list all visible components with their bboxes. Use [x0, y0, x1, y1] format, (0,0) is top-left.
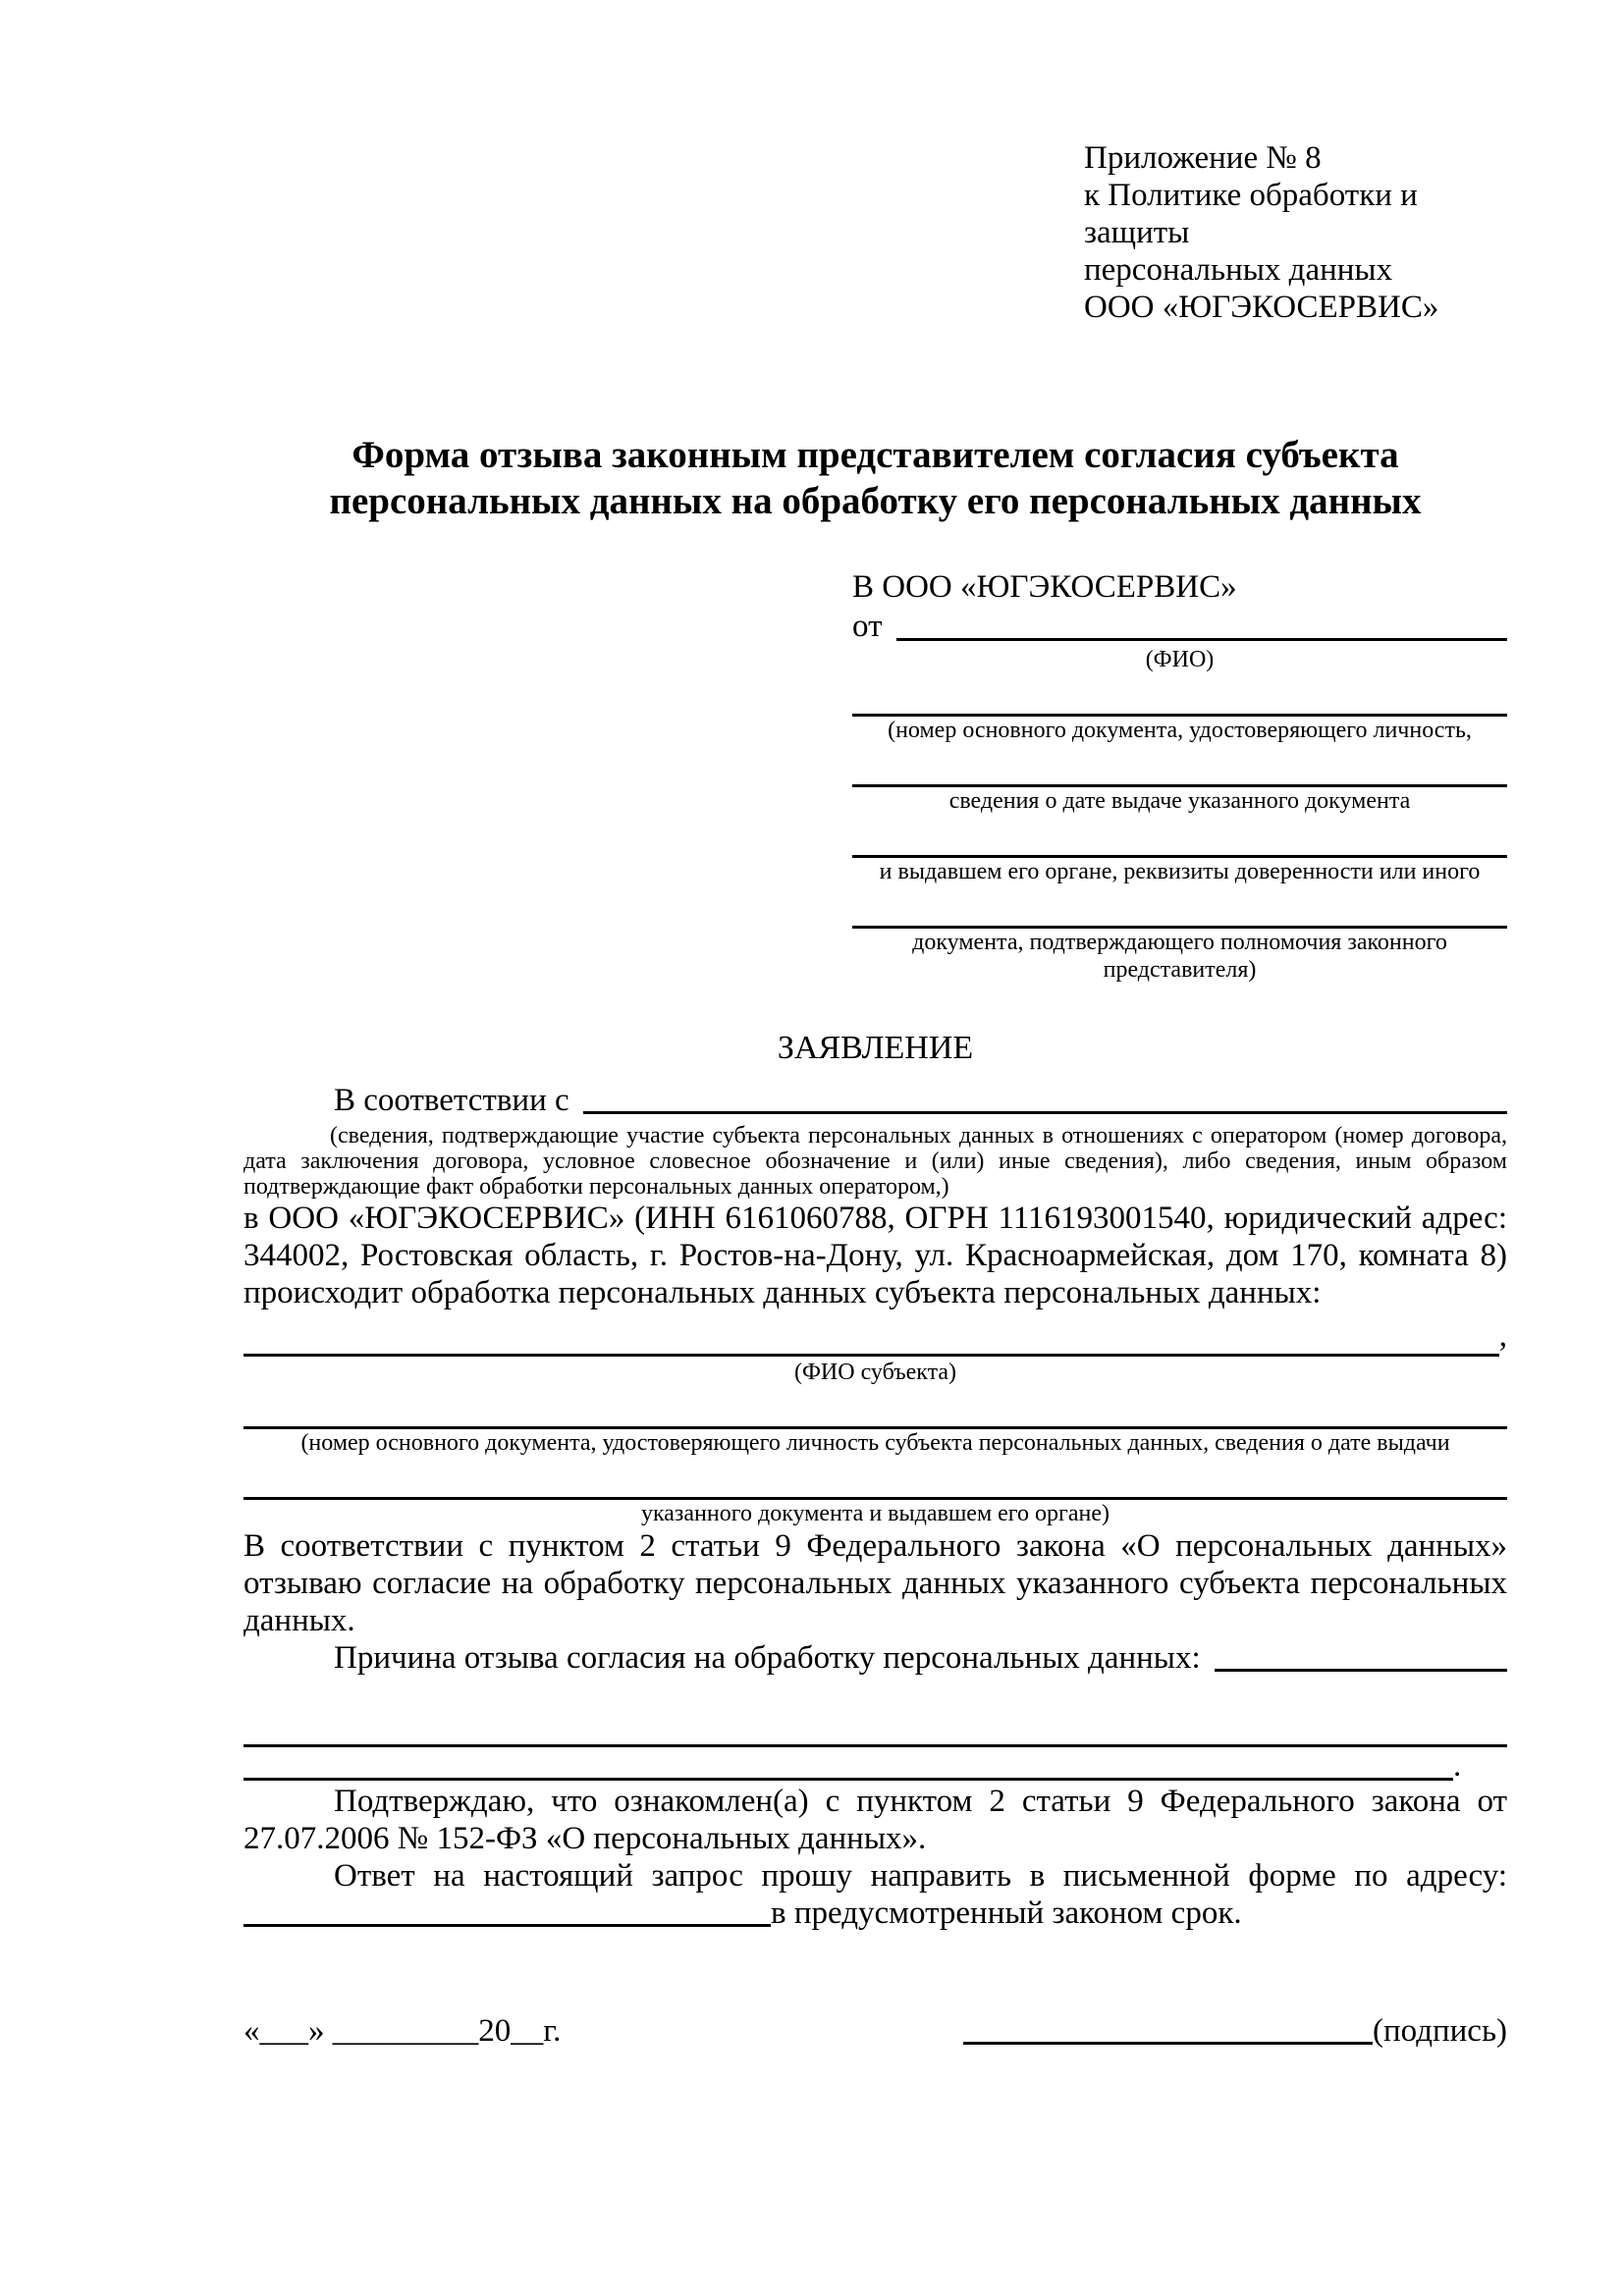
issue-date-blank-line [852, 744, 1507, 787]
document-content [244, 0, 1507, 2050]
subject-fio-caption: (ФИО субъекта) [793, 1360, 957, 1385]
statement-intro-note: (сведения, подтверждающие участие субъекта персональных данных в отношениях с оператором (номер договора, дата заключения договора, условное словесное обозначение и (или) иные сведения), либо сведения, иным образом подтверждающие факт обработки персональных данных оператором,) [244, 1123, 1507, 1200]
statement-intro-label: В соответствии с [334, 1083, 569, 1118]
subject-document-caption-2: указанного документа и выдавшем его органе) [640, 1501, 1110, 1526]
form-title-line-1: Форма отзыва законным представителем согласия субъекта [352, 434, 1399, 476]
appendix-line: к Политике обработки и защиты [1084, 178, 1418, 250]
appendix-line: персональных данных [1084, 252, 1393, 288]
signature-field [963, 2012, 1507, 2050]
document-number-caption: (номер основного документа, удостоверяющего личность, [888, 718, 1472, 743]
subject-document-blank-line-2 [244, 1457, 1507, 1500]
authority-document-caption: документа, подтверждающего полномочия законного представителя) [912, 930, 1447, 983]
sentence-period: . [1453, 1748, 1462, 1784]
subject-fio-comma: , [1498, 1318, 1507, 1354]
statement-heading: ЗАЯВЛЕНИЕ [777, 1030, 974, 1066]
appendix-line: Приложение № 8 [1084, 140, 1322, 176]
document-number-blank-line [852, 673, 1507, 717]
statement-intro-row [244, 1082, 1507, 1119]
reply-paragraph: Ответ на настоящий запрос прошу направить в письменной форме по адресу: [334, 1858, 1507, 1894]
operator-paragraph: в ООО «ЮГЭКОСЕРВИС» (ИНН 6161060788, ОГРН 1116193001540, юридический адрес: 344002, Ростовская область, г. Ростов-на-Дону, ул. Красноармейская, дом 170, комната 8) происходит обработка персональных данных субъекта персональных данных: [244, 1201, 1507, 1310]
statement-intro-blank-line [583, 1082, 1507, 1114]
from-label: от [852, 609, 883, 644]
subject-fio-row [244, 1317, 1507, 1359]
authority-document-blank-line [852, 885, 1507, 929]
from-field-row [852, 607, 1507, 646]
fio-caption: (ФИО) [1145, 647, 1215, 672]
signature-caption: (подпись) [1373, 2013, 1507, 2049]
form-title-line-2: персональных данных на обработку его персональных данных [329, 480, 1422, 522]
subject-document-blank-line [244, 1386, 1507, 1429]
footer-row [244, 2012, 1507, 2050]
form-title [244, 432, 1507, 524]
subject-document-caption-1: (номер основного документа, удостоверяющего личность субъекта персональных данных, сведения о дате выдачи [300, 1430, 1450, 1456]
reply-address-row [244, 1895, 1507, 1932]
reason-blank-line [1215, 1639, 1507, 1672]
appendix-line: ООО «ЮГЭКОСЕРВИС» [1084, 290, 1439, 325]
reply-tail-text: в предусмотренный законом срок. [771, 1896, 1242, 1931]
from-blank-line [896, 607, 1508, 641]
confirm-paragraph: Подтверждаю, что ознакомлен(а) с пунктом 2 статьи 9 Федерального закона от 27.07.2006 № 152-ФЗ «О персональных данных». [244, 1784, 1507, 1856]
reason-blank-line-3 [244, 1747, 1453, 1781]
issuing-authority-caption: и выдавшем его органе, реквизиты доверенности или иного [879, 859, 1481, 884]
reason-blank-line-3-row [244, 1747, 1507, 1783]
date-field: «___» _________20__г. [244, 2013, 562, 2049]
appendix-block [1084, 139, 1507, 326]
reason-blank-line-2 [244, 1714, 1507, 1747]
addressee-to: В ООО «ЮГЭКОСЕРВИС» [852, 569, 1237, 605]
subject-fio-blank-line [244, 1317, 1499, 1357]
issue-date-caption: сведения о дате выдаче указанного документа [948, 788, 1411, 814]
signature-blank-line [963, 2012, 1373, 2045]
issuing-authority-blank-line [852, 815, 1507, 858]
reason-row [244, 1639, 1507, 1677]
reply-address-blank-line [244, 1895, 771, 1927]
reason-label: Причина отзыва согласия на обработку персональных данных: [334, 1640, 1201, 1676]
addressee-block [852, 567, 1507, 984]
withdraw-paragraph: В соответствии с пунктом 2 статьи 9 Федерального закона «О персональных данных» отзываю согласие на обработку персональных данных указанного субъекта персональных данных. [244, 1528, 1507, 1638]
blank-space [244, 1677, 1507, 1714]
